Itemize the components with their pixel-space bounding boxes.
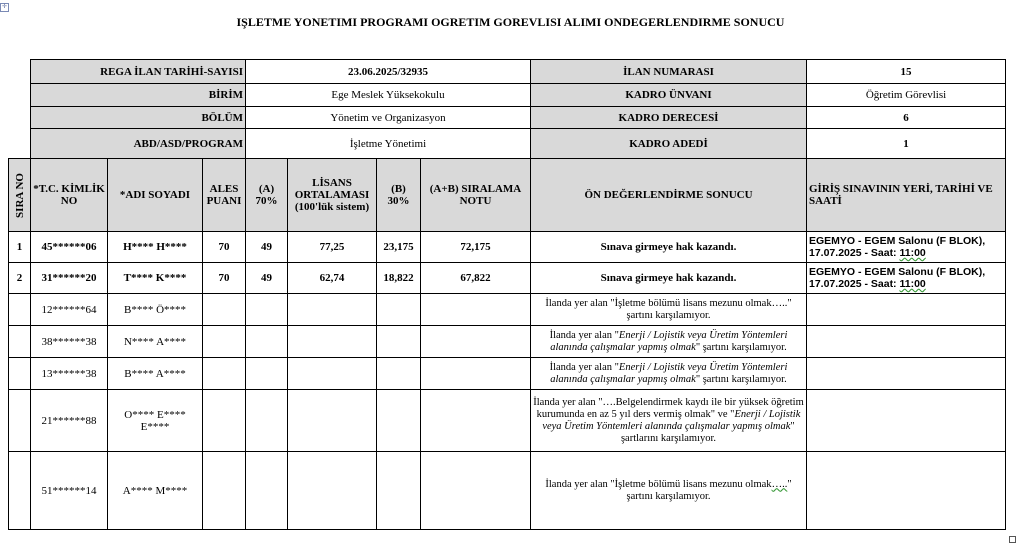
table-row: 2 31******20 T**** K**** 70 49 62,74 18,822 67,822 Sınava girmeye hak kazandı. EGEMYO - EGEM Salonu (F BLOK), 17.07.2025 - Saat: 11:00 xyxy=(9,263,1006,294)
result-cell: İlanda yer alan "İşletme bölümü lisans mezunu olmak….." şartını karşılamıyor. xyxy=(531,452,807,530)
bolum-label: BÖLÜM xyxy=(31,107,246,129)
kadro-unvani-value: Öğretim Görevlisi xyxy=(807,84,1006,107)
kadro-adedi-value: 1 xyxy=(807,129,1006,159)
column-header-row xyxy=(9,159,1006,232)
move-handle-icon[interactable]: ✛ xyxy=(1,4,8,10)
program-label: ABD/ASD/PROGRAM xyxy=(31,129,246,159)
exam-info-cell: EGEMYO - EGEM Salonu (F BLOK), 17.07.2025 - Saat: 11:00 xyxy=(807,263,1006,294)
table-row: 38******38 N**** A**** İlanda yer alan "Enerji / Lojistik veya Üretim Yöntemleri alanında çalışmalar yapmış olmak" şartını karşılamıyor. xyxy=(9,326,1006,358)
result-cell: İlanda yer alan "Enerji / Lojistik veya Üretim Yöntemleri alanında çalışmalar yapmış olmak" şartını karşılamıyor. xyxy=(531,358,807,390)
bolum-value: Yönetim ve Organizasyon xyxy=(246,107,531,129)
result-cell: İlanda yer alan "İşletme bölümü lisans mezunu olmak….." şartını karşılamıyor. xyxy=(531,294,807,326)
header-ad: *ADI SOYADI xyxy=(108,159,203,232)
result-cell: İlanda yer alan "Enerji / Lojistik veya Üretim Yöntemleri alanında çalışmalar yapmış olmak" şartını karşılamıyor. xyxy=(531,326,807,358)
table-row: 12******64 B**** Ö**** İlanda yer alan "İşletme bölümü lisans mezunu olmak….." şartını karşılamıyor. xyxy=(9,294,1006,326)
result-cell: İlanda yer alan "….Belgelendirmek kaydı ile bir yüksek öğretim kurumunda en az 5 yıl ders vermiş olmak" ve "Enerji / Lojistik veya Üretim Yöntemleri alanında çalışmalar yapmış olmak" şartlarını karşılamıyor. xyxy=(531,390,807,452)
kadro-derecesi-label: KADRO DERECESİ xyxy=(531,107,807,129)
table-row: 13******38 B**** A**** İlanda yer alan "Enerji / Lojistik veya Üretim Yöntemleri alanında çalışmalar yapmış olmak" şartını karşılamıyor. xyxy=(9,358,1006,390)
header-a: (A) 70% xyxy=(246,159,288,232)
info-row-program xyxy=(9,129,1006,159)
header-ales: ALES PUANI xyxy=(203,159,246,232)
ilan-no-value: 15 xyxy=(807,60,1006,84)
resize-handle-icon[interactable] xyxy=(1009,536,1016,543)
evaluation-table xyxy=(8,59,1006,530)
program-value: İşletme Yönetimi xyxy=(246,129,531,159)
header-lisans: LİSANS ORTALAMASI (100'lük sistem) xyxy=(288,159,377,232)
header-sinav: GİRİŞ SINAVININ YERİ, TARİHİ VE SAATİ xyxy=(807,159,1006,232)
exam-info-cell: EGEMYO - EGEM Salonu (F BLOK), 17.07.2025 - Saat: 11:00 xyxy=(807,232,1006,263)
header-sonuc: ÖN DEĞERLENDİRME SONUCU xyxy=(531,159,807,232)
table-row: 21******88 O**** E**** E**** İlanda yer alan "….Belgelendirmek kaydı ile bir yüksek öğretim kurumunda en az 5 yıl ders vermiş olmak" ve "Enerji / Lojistik veya Üretim Yöntemleri alanında çalışmalar yapmış olmak" şartlarını karşılamıyor. xyxy=(9,390,1006,452)
rega-value: 23.06.2025/32935 xyxy=(246,60,531,84)
kadro-adedi-label: KADRO ADEDİ xyxy=(531,129,807,159)
header-b: (B) 30% xyxy=(377,159,421,232)
header-ab: (A+B) SIRALAMA NOTU xyxy=(421,159,531,232)
table-row: 51******14 A**** M**** İlanda yer alan "İşletme bölümü lisans mezunu olmak….." şartını karşılamıyor. xyxy=(9,452,1006,530)
kadro-unvani-label: KADRO ÜNVANI xyxy=(531,84,807,107)
info-row-birim xyxy=(9,84,1006,107)
birim-value: Ege Meslek Yüksekokulu xyxy=(246,84,531,107)
info-row-bolum xyxy=(9,107,1006,129)
header-tc: *T.C. KİMLİK NO xyxy=(31,159,108,232)
result-cell: Sınava girmeye hak kazandı. xyxy=(531,232,807,263)
info-row-rega xyxy=(9,60,1006,84)
rega-label: REGA İLAN TARİHİ-SAYISI xyxy=(31,60,246,84)
kadro-derecesi-value: 6 xyxy=(807,107,1006,129)
birim-label: BİRİM xyxy=(31,84,246,107)
page-title: IŞLETME YONETIMI PROGRAMI OGRETIM GOREVLISI ALIMI ONDEGERLENDIRME SONUCU xyxy=(236,15,785,29)
result-cell: Sınava girmeye hak kazandı. xyxy=(531,263,807,294)
header-sira: SIRA NO xyxy=(9,159,31,232)
table-row: 1 45******06 H**** H**** 70 49 77,25 23,175 72,175 Sınava girmeye hak kazandı. EGEMYO - EGEM Salonu (F BLOK), 17.07.2025 - Saat: 11:00 xyxy=(9,232,1006,263)
ilan-no-label: İLAN NUMARASI xyxy=(531,60,807,84)
